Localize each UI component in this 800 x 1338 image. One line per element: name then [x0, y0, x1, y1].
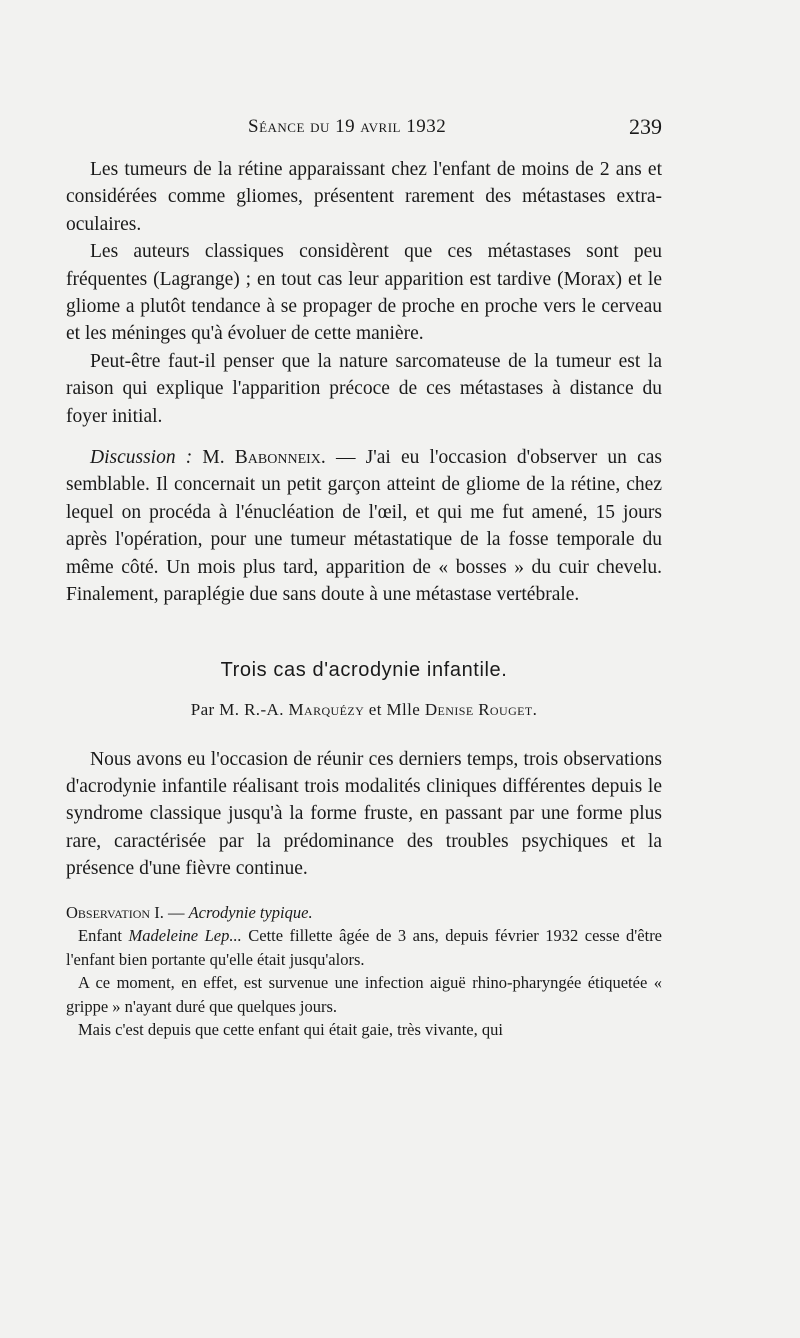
discussion-paragraph	[66, 444, 662, 608]
observation-line-2: A ce moment, en effet, est survenue une infection aiguë rhino-pharyngée étiquetée « grippe » n'ayant duré que quelques jours.	[66, 973, 662, 1016]
page-number: 239	[629, 114, 662, 139]
patient-name: Madeleine Lep...	[128, 926, 242, 946]
discussion-label: Discussion :	[90, 447, 193, 469]
discussion-text: — J'ai eu l'occasion d'observer un cas semblable. Il concernait un petit garçon atteint de gliome de la rétine, chez lequel on procéda à l'énucléation de l'œil, et qui me fut amené, 15 jours après l'opération, pour une tumeur métastatique de la fosse temporale du même côté. Un mois plus tard, apparition de « bosses » du cuir chevelu. Finalement, paraplégie due sans doute à une métastase vertébrale.	[66, 447, 662, 606]
observation-line-3: Mais c'est depuis que cette enfant qui était gaie, très vivante, qui	[78, 1020, 503, 1040]
observation-1	[66, 901, 662, 1042]
article-intro	[66, 746, 662, 883]
observation-heading	[66, 901, 662, 925]
paragraph-2: Les auteurs classiques considèrent que ces métastases sont peu fréquentes (Lagrange) ; en tout cas leur apparition est tardive (Morax) et le gliome a plutôt tendance à se propager de proche en proche vers le cerveau et les méninges qu'à évoluer de cette manière.	[66, 241, 662, 345]
author-1: R.-A. Marquézy	[244, 699, 365, 719]
authors-mid: et Mlle	[364, 699, 425, 719]
authors-prefix: Par M.	[190, 699, 245, 719]
page-header	[66, 114, 662, 144]
article-title: Trois cas d'acrodynie infantile.	[220, 658, 508, 681]
observation-line-1	[66, 924, 662, 971]
section-gliome-conclusion	[66, 156, 662, 609]
observation-title: Acrodynie typique.	[188, 902, 313, 922]
observation-dash: —	[163, 902, 189, 922]
intro-paragraph: Nous avons eu l'occasion de réunir ces derniers temps, trois observations d'acrodynie infantile réalisant trois modalités cliniques différentes depuis le syndrome classique jusqu'à la forme fruste, en passant par une forme plus rare, caractérisée par la prédominance des troubles psychiques et la présence d'une fièvre continue.	[66, 748, 662, 880]
discussion-speaker: M. Babonneix.	[202, 447, 326, 469]
page-body	[66, 156, 662, 1042]
author-2: Denise Rouget.	[424, 699, 538, 719]
obs-line1-prefix: Enfant	[78, 926, 129, 946]
obs-line1-rest: Cette fillette âgée de 3 ans, depuis février 1932 cesse d'être l'enfant bien portante qu'elle était jusqu'alors.	[66, 926, 663, 969]
article-authors	[66, 700, 662, 720]
observation-label: Observation I.	[66, 902, 164, 922]
running-head: Séance du 19 avril 1932	[248, 116, 447, 137]
paragraph-3: Peut-être faut-il penser que la nature sarcomateuse de la tumeur est la raison qui explique l'apparition précoce de ces métastases à distance du foyer initial.	[66, 350, 662, 427]
paragraph-1: Les tumeurs de la rétine apparaissant chez l'enfant de moins de 2 ans et considérées comme gliomes, présentent rarement des métastases extra-oculaires.	[66, 159, 662, 235]
